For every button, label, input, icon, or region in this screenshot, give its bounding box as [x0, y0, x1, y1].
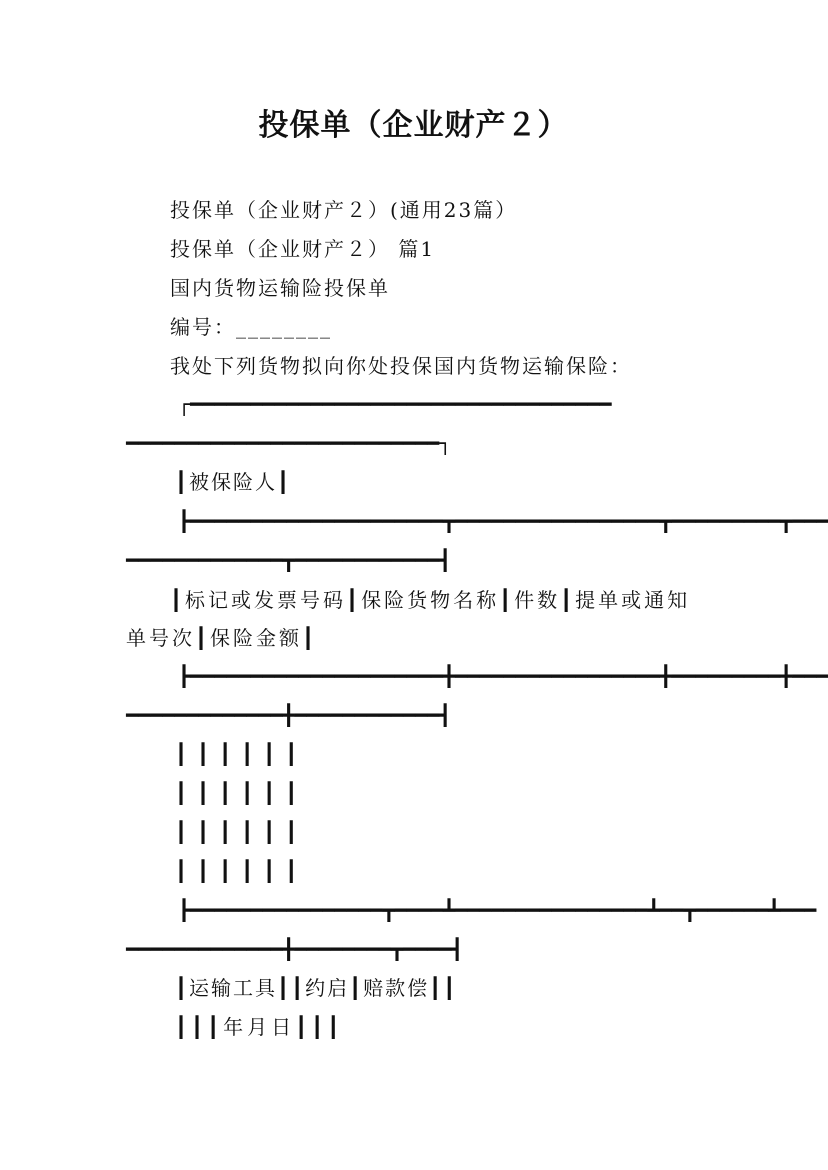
table-empty-row: ┃┃┃┃┃┃: [175, 742, 308, 766]
form-name: 国内货物运输险投保单: [170, 276, 390, 300]
table-separator-1b: ━━━━━━━━━━━━━┳━━━━━━━━━━━━┫: [126, 548, 452, 572]
part-heading: 投保单（企业财产２） 篇1: [170, 237, 436, 261]
transport-row: ┃运输工具┃┃约启┃赔款偿┃┃: [175, 976, 458, 1000]
table-empty-row: ┃┃┃┃┃┃: [175, 859, 308, 883]
table-separator-2b: ━━━━━━━━━━━━━╋━━━━━━━━━━━━┫: [126, 703, 452, 727]
number-field: 编号：________: [170, 315, 332, 339]
date-row: ┃┃┃年月日┃┃┃: [175, 1015, 344, 1039]
table-separator-3a: ┣━━━━━━━━━━━━━━━━┳━━━━┻━━━━━━━━━━━━━━━━┻━━┳━━━━━━┻━━━: [178, 898, 817, 922]
table-top-border-1: ┌━━━━━━━━━━━━━━━━━━━━━━━━━━━━━━━━━━━: [178, 392, 612, 416]
insured-row: ┃被保险人┃: [175, 470, 292, 494]
table-separator-1a: ┣━━━━━━━━━━━━━━━━━━━━━┳━━━━━━━━━━━━━━━━━┳━━━━━━━━━┳━━━: [178, 509, 828, 533]
table-empty-row: ┃┃┃┃┃┃: [175, 781, 308, 805]
table-top-border-2: ━━━━━━━━━━━━━━━━━━━━━━━━━━┐: [126, 431, 452, 455]
intro-text: 我处下列货物拟向你处投保国内货物运输保险：: [170, 354, 632, 378]
table-empty-row: ┃┃┃┃┃┃: [175, 820, 308, 844]
subtitle-line: 投保单（企业财产２）(通用23篇）: [170, 198, 518, 222]
document-title: 投保单（企业财产２）: [258, 108, 569, 143]
table-separator-2a: ┣━━━━━━━━━━━━━━━━━━━━━╋━━━━━━━━━━━━━━━━━╋━━━━━━━━━╋━━━: [178, 664, 828, 688]
table-separator-3b: ━━━━━━━━━━━━━╋━━━━━━━━┳━━━━┫: [126, 937, 464, 961]
table-header-row: ┃标记或发票号码┃保险货物名称┃件数┃提单或通知单号次┃保险金额┃: [126, 588, 691, 650]
